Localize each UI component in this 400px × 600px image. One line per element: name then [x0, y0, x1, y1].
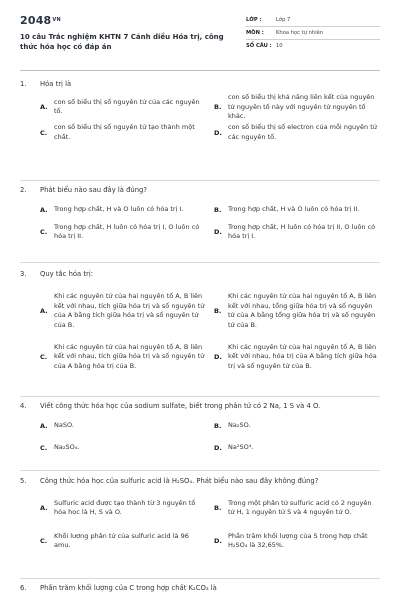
meta-table — [246, 14, 380, 52]
meta-row-class — [246, 14, 380, 27]
option-letter: D. — [214, 353, 222, 361]
option-text: Trong hợp chất, H luôn có hóa trị II, O luôn có hóa trị I. — [228, 222, 376, 240]
option-b[interactable] — [214, 199, 380, 221]
question-6 — [20, 584, 380, 593]
option-letter: D. — [214, 128, 222, 137]
option-letter: D. — [214, 537, 222, 545]
option-text: con số biểu thị khả năng liên kết của nguyên tử nguyên tố này với nguyên tử nguyên tố khác. — [228, 93, 375, 120]
option-letter: A. — [40, 206, 48, 214]
option-a[interactable] — [40, 199, 206, 221]
option-text: NaSO. — [54, 421, 74, 430]
option-b[interactable] — [214, 283, 380, 339]
option-letter: B. — [214, 422, 222, 430]
meta-key: LỚP : — [246, 17, 262, 23]
question-3 — [20, 270, 380, 375]
meta-row-subject — [246, 27, 380, 40]
meta-value: Khoa học tự nhiên — [276, 30, 324, 36]
option-text: Khi các nguyên tử của hai nguyên tố A, B liên kết với nhau, tổng giữa hóa trị và số nguyên tử của A bằng tổng giữa hóa trị và số nguyên tử của B. — [228, 292, 377, 329]
question-text: Hóa trị là — [40, 80, 72, 88]
question-4 — [20, 402, 380, 459]
option-letter: C. — [40, 353, 48, 361]
option-letter: B. — [214, 504, 222, 512]
meta-value: 10 — [276, 43, 283, 49]
question-text: Quy tắc hóa trị: — [40, 270, 93, 278]
question-number: 5. — [20, 477, 27, 485]
meta-value: Lớp 7 — [276, 17, 291, 23]
question-text: Công thức hóa học của sulfuric acid là H₂SO₄. Phát biểu nào sau đây không đúng? — [40, 477, 319, 485]
option-b[interactable] — [214, 93, 380, 122]
question-number: 1. — [20, 80, 27, 88]
option-letter: D. — [214, 444, 222, 452]
option-d[interactable] — [214, 526, 380, 556]
option-letter: A. — [40, 103, 48, 112]
option-a[interactable] — [40, 415, 206, 437]
option-text: Trong hợp chất, H và O luôn có hóa trị I. — [54, 205, 184, 214]
header-divider — [20, 70, 380, 71]
option-c[interactable] — [40, 526, 206, 556]
question-text: Viết công thức hóa học của sodium sulfate, biết trong phân tử có 2 Na, 1 S và 4 O. — [40, 402, 321, 410]
question-number: 3. — [20, 270, 27, 278]
question-number: 6. — [20, 584, 27, 592]
question-separator — [20, 578, 380, 579]
question-number: 2. — [20, 186, 27, 194]
logo-text: 2048 — [20, 14, 52, 27]
option-text: Trong một phân tử sulfuric acid có 2 nguyên tử H, 1 nguyên tử S và 4 nguyên tử O. — [228, 498, 372, 516]
option-letter: B. — [214, 307, 222, 315]
option-text: Sulfuric acid được tạo thành từ 3 nguyên tố hóa học là H, S và O. — [54, 498, 196, 516]
option-letter: C. — [40, 537, 48, 545]
option-text: Na²SO⁴. — [228, 443, 254, 452]
option-text: Khi các nguyên tử của hai nguyên tố A, B liên kết với nhau, tích giữa hóa trị và số nguyên tử của A bằng hóa trị của B. — [54, 342, 205, 370]
question-separator — [20, 470, 380, 471]
option-d[interactable] — [214, 339, 380, 375]
option-letter: B. — [214, 103, 222, 112]
option-c[interactable] — [40, 339, 206, 375]
option-letter: C. — [40, 128, 48, 137]
option-letter: A. — [40, 504, 48, 512]
option-d[interactable] — [214, 437, 380, 459]
question-5 — [20, 477, 380, 556]
option-text: Trong hợp chất, H và O luôn có hóa trị II. — [228, 205, 360, 214]
meta-key: SỐ CÂU : — [246, 43, 272, 49]
question-text: Phát biểu nào sau đây là đúng? — [40, 186, 147, 194]
option-letter: A. — [40, 422, 48, 430]
option-text: con số biểu thị số nguyên tử của các nguyên tố. — [54, 97, 200, 116]
logo-suffix: VN — [52, 17, 61, 23]
question-number: 4. — [20, 402, 27, 410]
option-text: Khi các nguyên tử của hai nguyên tố A, B liên kết với nhau, tích giữa hóa trị và số nguyên tử của A bằng tích giữa hóa trị và số nguyên tử của B. — [54, 292, 205, 329]
option-text: Khối lượng phân tử của sulfuric acid là 96 amu. — [54, 531, 189, 549]
option-text: Na₂SO. — [228, 421, 251, 430]
option-b[interactable] — [214, 490, 380, 526]
meta-row-count — [246, 40, 380, 52]
option-letter: D. — [214, 228, 222, 236]
meta-key: MÔN : — [246, 30, 264, 36]
option-c[interactable] — [40, 437, 206, 459]
option-b[interactable] — [214, 415, 380, 437]
site-logo[interactable] — [20, 14, 61, 27]
option-a[interactable] — [40, 93, 206, 122]
question-separator — [20, 262, 380, 263]
option-c[interactable] — [40, 221, 206, 243]
option-letter: C. — [40, 228, 48, 236]
option-letter: B. — [214, 206, 222, 214]
option-a[interactable] — [40, 490, 206, 526]
option-a[interactable] — [40, 283, 206, 339]
option-d[interactable] — [214, 221, 380, 243]
option-d[interactable] — [214, 122, 380, 144]
question-text: Phần trăm khối lượng của C trong hợp chất K₂CO₃ là — [40, 584, 217, 592]
header — [20, 14, 380, 56]
question-1 — [20, 80, 380, 144]
page-title: 10 câu Trắc nghiệm KHTN 7 Cánh diều Hóa trị, công thức hóa học có đáp án — [20, 33, 224, 51]
option-text: con số biểu thị số nguyên tử tạo thành một chất. — [54, 123, 195, 141]
option-text: Na₂SO₄. — [54, 443, 80, 452]
option-c[interactable] — [40, 122, 206, 144]
option-text: Trong hợp chất, H luôn có hóa trị I, O luôn có hóa trị II. — [54, 222, 200, 240]
option-text: Khi các nguyên tử của hai nguyên tố A, B liên kết với nhau, hóa trị của A bằng tích giữa hóa trị và số nguyên tử của B. — [228, 342, 377, 370]
option-text: Phần trăm khối lượng của S trong hợp chất H₂SO₄ là 32,65%. — [228, 531, 368, 549]
option-text: con số biểu thị số electron của mỗi nguyên tử các nguyên tố. — [228, 123, 377, 141]
question-2 — [20, 186, 380, 243]
option-letter: C. — [40, 444, 48, 452]
option-letter: A. — [40, 307, 48, 315]
question-separator — [20, 180, 380, 181]
question-separator — [20, 396, 380, 397]
